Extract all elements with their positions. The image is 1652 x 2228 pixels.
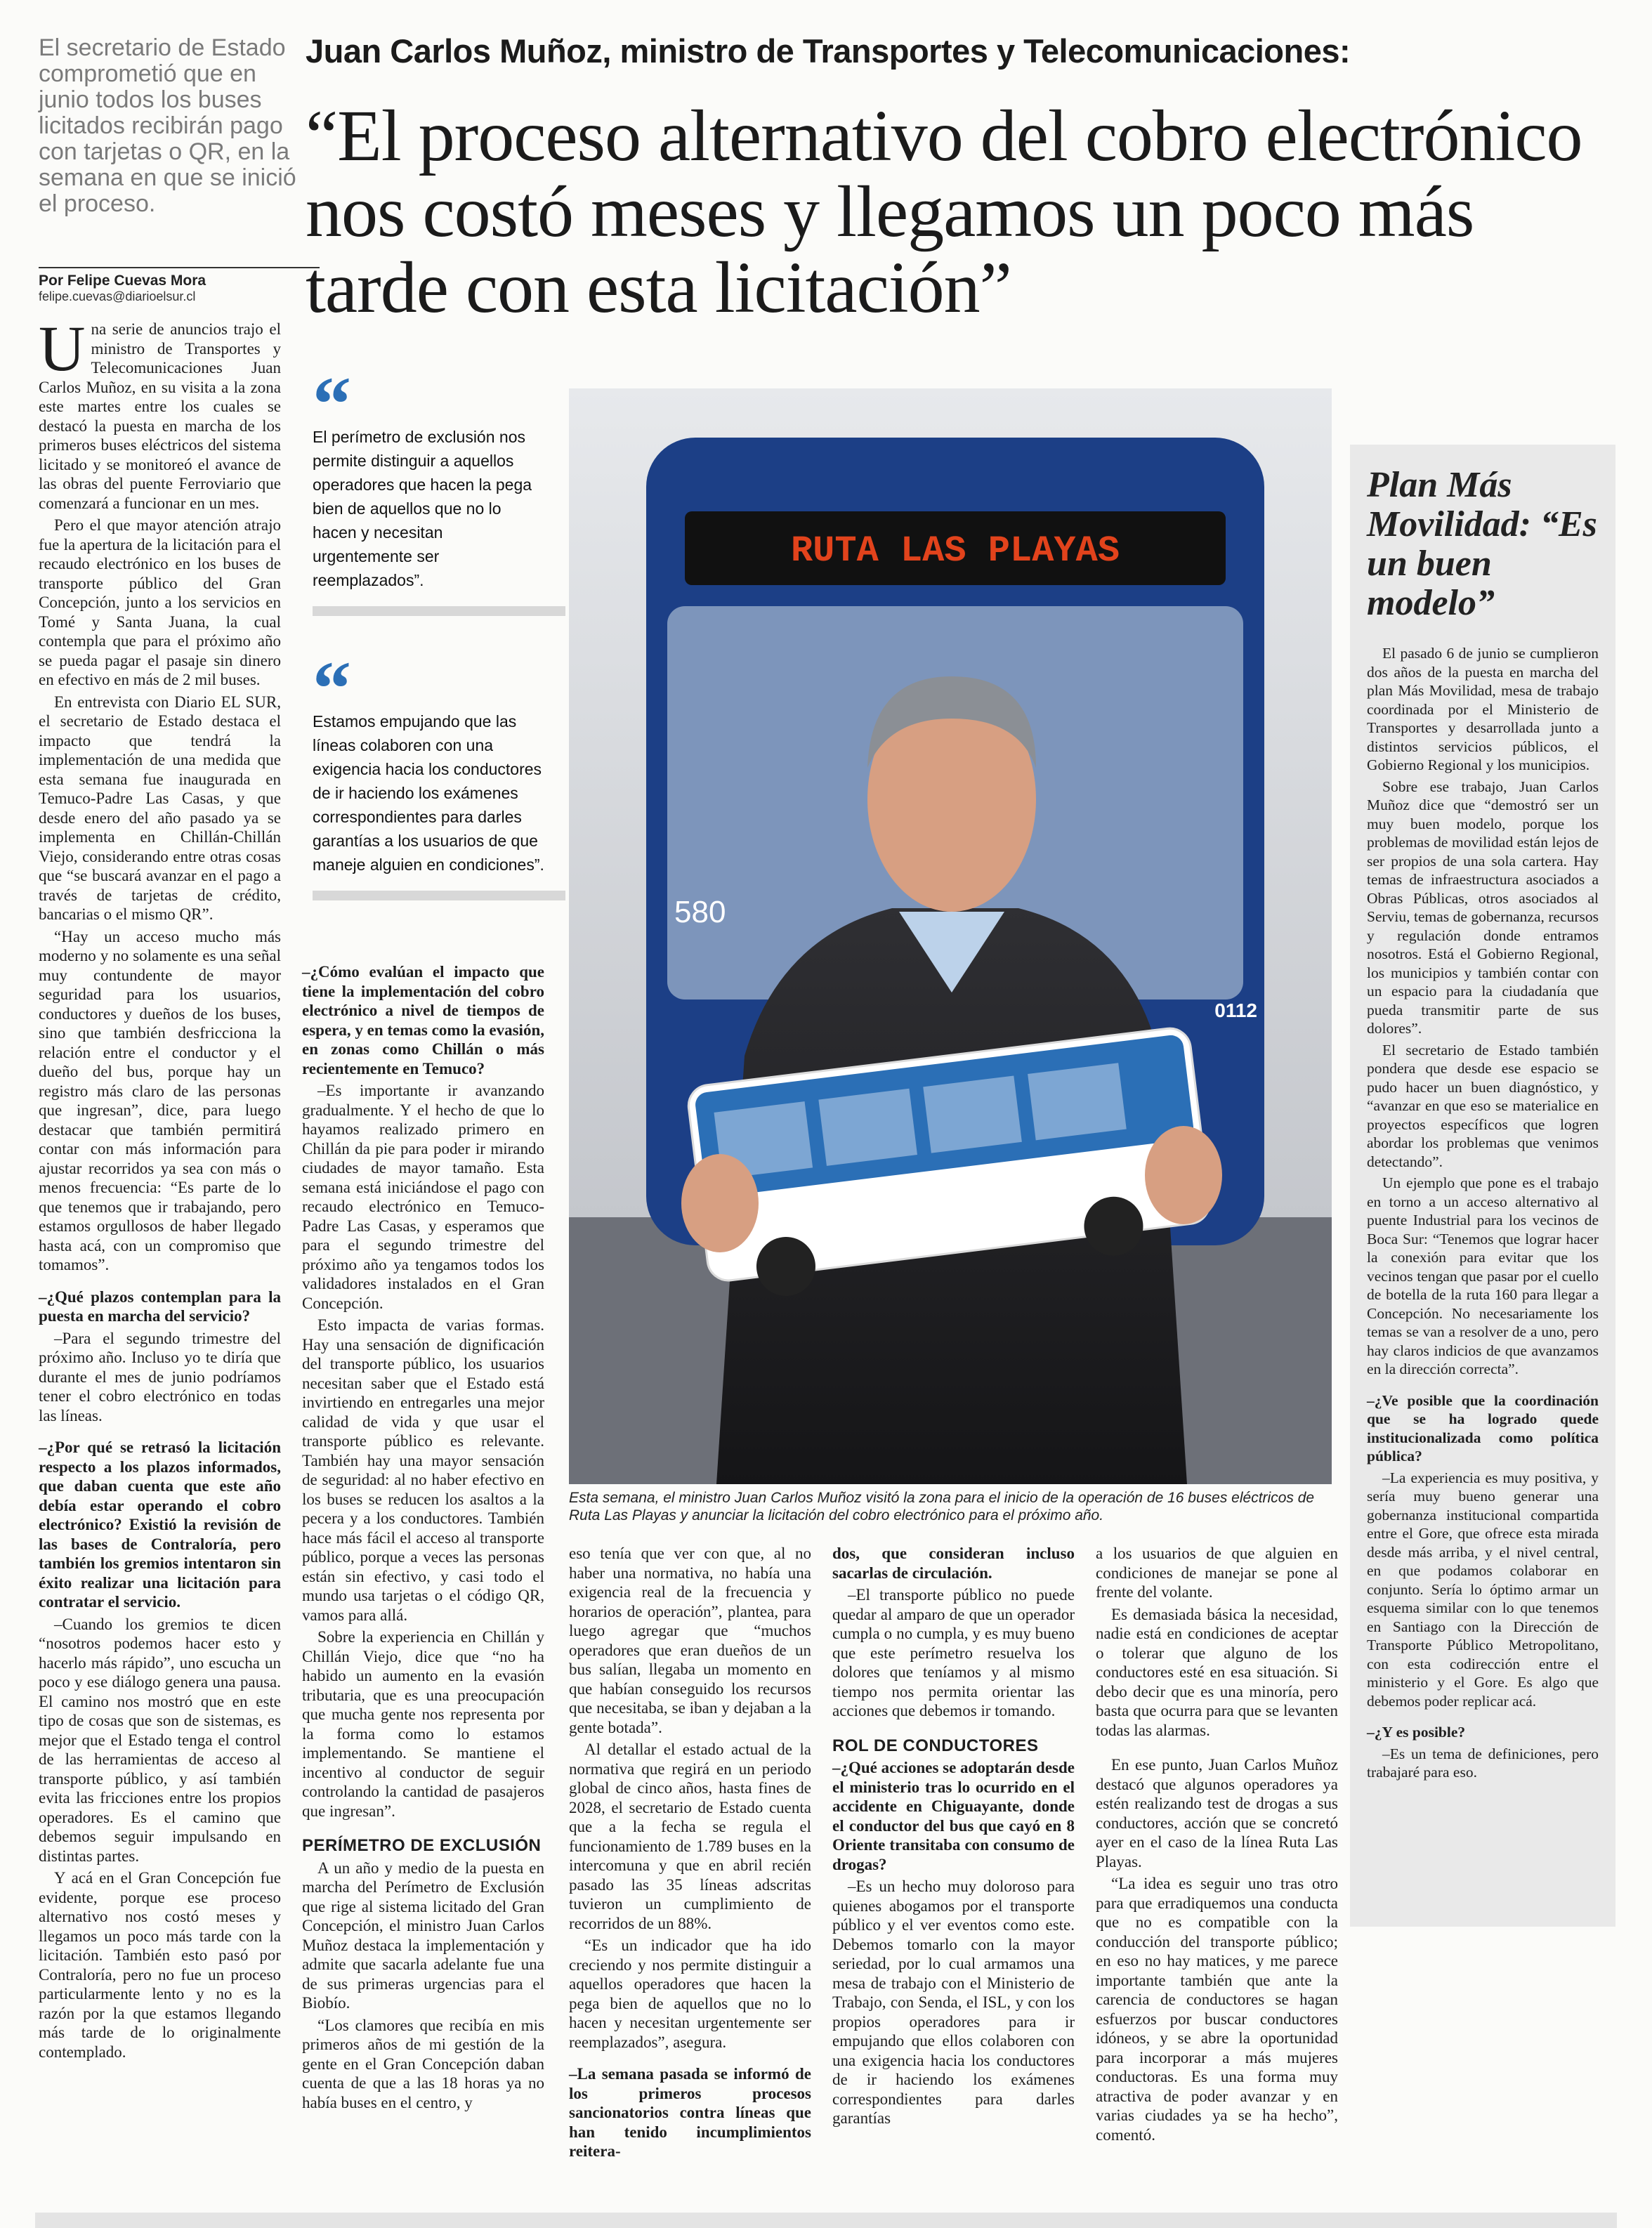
drop-cap: U — [39, 313, 86, 384]
interview-answer: –El transporte público no puede quedar al amparo de que un operador cumpla o no cumpla, y es muy bueno que este perímetro resuelva los dolores que teníamos y al mismo tiempo nos permita orientar las acciones que debemos ir tomando. — [832, 1586, 1075, 1719]
bus-route-number: 580 — [674, 895, 726, 929]
divider — [313, 891, 565, 900]
paragraph: “Los clamores que recibía en mis primeros años de mi gestión de la gente en el Gran Concepción daban cuenta de que a las 18 horas ya no había buses en el centro, y — [302, 2016, 544, 2111]
lead-paragraph: Una serie de anuncios trajo el ministro de Transportes y Telecomunicaciones Juan Carlos Muñoz, en su visita a la zona este martes entre los cuales se destacó la puesta en marcha de los primeros buses eléctricos del sistema licitado y se monitoreó el avance de las obras del puente Ferroviario que comenzará a funcionar en un mes. — [39, 313, 281, 512]
interview-answer: –Es importante ir avanzando gradualmente. Y el hecho de que lo hayamos realizado primero en Chillán da pie para poder ir mirando ciudades de mayor tamaño. Esta semana está iniciándose el pago con recaudo electrónico en Temuco-Padre Las Casas, y esperamos que para el segundo trimestre del próximo año ya tengamos todos los validadores instalados en el Gran Concepción. — [302, 1082, 544, 1312]
interview-answer: –Es un tema de definiciones, pero trabajaré para eso. — [1367, 1745, 1599, 1781]
paragraph: a los usuarios de que alguien en condiciones de manejar se pone al frente del volante. — [1096, 1545, 1338, 1601]
headline: “El proceso alternativo del cobro electrónico nos costó meses y llegamos un poco más tarde con esta licitación” — [306, 96, 1582, 328]
section-subheading: ROL DE CONDUCTORES — [832, 1736, 1039, 1755]
interview-answer: –Cuando los gremios te dicen “nosotros podemos hacer esto y hacerlo más rápido”, uno escucha un poco y ese diálogo genera una pausa. El camino nos mostró que en este tipo de cosas que son de sistemas, es mejor que el Estado tenga el control de las herramientas de acceso al transporte público, y así también evita las fricciones entre los propios operadores. Es el camino que debemos seguir impulsando en distintas partes. — [39, 1615, 281, 1865]
interview-question: –La semana pasada se informó de los primeros procesos sancionatorios contra líneas que han tenido incumplimientos reitera- — [569, 2065, 811, 2160]
pull-quote-text: El perímetro de exclusión nos permite distinguir a aquellos operadores que hacen la pega bien de aquellos que no lo hacen y necesitan urgentemente ser reemplazados”. — [313, 428, 532, 589]
sidebar-body — [1367, 644, 1599, 1782]
interview-question: –¿Cómo evalúan el impacto que tiene la implementación del cobro electrónico a nivel de tiempos de espera, y en temas como la evasión, en zonas como Chillán o más recientemente en Temuco? — [302, 963, 544, 1077]
article-column-1 — [39, 313, 281, 2064]
article-column-4 — [832, 1544, 1075, 2131]
paragraph: Pero el que mayor atención atrajo fue la apertura de la licitación para el recaudo electrónico en los buses de transporte público del Gran Concepción, junto a los servicios en Tomé y Santa Juana, la cual contempla que para el próximo año se pueda pagar el pasaje sin dinero en efectivo en más de 2 mil buses. — [39, 516, 281, 688]
article-column-3 — [569, 1544, 811, 2164]
paragraph: El secretario de Estado también pondera que desde ese espacio se pudo hacer un buen diagnóstico, y “avanzar en que eso se materialice en proyectos específicos que logren abordar los problemas que venimos detectando”. — [1367, 1041, 1599, 1170]
quote-mark-icon: “ — [313, 361, 351, 447]
photo-caption: Esta semana, el ministro Juan Carlos Muñoz visitó la zona para el inicio de la operación de 16 buses eléctricos de Ruta Las Playas y anunciar la licitación del cobro electrónico para el próximo año. — [569, 1490, 1315, 1523]
article-column-2 — [302, 962, 544, 2115]
pull-quote-1 — [313, 361, 544, 616]
main-photo — [569, 388, 1332, 1484]
bus-sign-text: RUTA LAS PLAYAS — [790, 530, 1120, 572]
interview-answer: –Para el segundo trimestre del próximo año. Incluso yo te diría que durante el mes de junio podríamos tener el cobro electrónico en todas las líneas. — [39, 1329, 281, 1424]
paragraph: Un ejemplo que pone es el trabajo en torno a un acceso alternativo al puente Industrial para los vecinos de Boca Sur: “Tenemos que lograr hacer la conexión para evitar que los vecinos tengan que pasar por el cuello de botella de la ruta 160 para llegar a Concepción. No necesariamente los temas se van a resolver de a uno, pero hay claros indicios de que avanzamos en la dirección correcta”. — [1367, 1174, 1599, 1377]
paragraph: “Es un indicador que ha ido creciendo y nos permite distinguir a aquellos operadores que hacen la pega bien de aquellos que no lo hacen y necesitan urgentemente ser reemplazados”, asegura. — [569, 1937, 811, 2051]
pull-quote-text: Estamos empujando que las líneas colaboren con una exigencia hacia los conductores de ir haciendo los exámenes correspondientes para darles garantías a los usuarios de que maneje alguien en condiciones”. — [313, 712, 544, 874]
quote-mark-icon: “ — [313, 646, 351, 731]
interview-question: –¿Qué acciones se adoptarán desde el ministerio tras lo ocurrido en el accidente en Chiguayante, donde el conductor del bus que cayó en 8 Oriente transitaba con consumo de drogas? — [832, 1759, 1075, 1873]
paragraph: Sobre ese trabajo, Juan Carlos Muñoz dice que “demostró ser un muy buen modelo, porque los problemas de movilidad están lejos de ser propios de una sola cartera. Hay temas de infraestructura asociados a Obras Públicas, otros asociados al Serviu, temas de gobernanza, recursos y regulación donde entramos nosotros. Está el Gobierno Regional, los municipios y también contar con un espacio para la ciudadanía que pueda transmitir parte de sus dolores”. — [1367, 778, 1599, 1037]
interview-question: dos, que consideran incluso sacarlas de circulación. — [832, 1545, 1075, 1582]
paragraph: Es demasiada básica la necesidad, nadie está en condiciones de aceptar o tolerar que alguno de los conductores esté en esa situación. Si debo decir que es una minoría, pero basta que ocurra para que se levanten todas las alarmas. — [1096, 1605, 1338, 1739]
interview-answer: –La experiencia es muy positiva, y sería muy bueno generar una gobernanza institucional compartida entre el Gore, que ofrece esta mirada desde más arriba, y el nivel central, en que podamos colaborar en conjunto. Sería lo óptimo armar un esquema similar con lo que tenemos en Santiago con la Dirección de Transporte Público Metropolitano, con esta codirección entre el ministerio y el Gore. Es algo que debemos poder replicar acá. — [1367, 1469, 1599, 1710]
footer-strip — [35, 2213, 1617, 2228]
overline: Juan Carlos Muñoz, ministro de Transportes y Telecomunicaciones: — [306, 32, 1351, 70]
sidebar-title: Plan Más Movilidad: “Es un buen modelo” — [1367, 465, 1597, 623]
byline: Por Felipe Cuevas Mora — [39, 267, 320, 289]
kicker-summary: El secretario de Estado comprometió que en junio todos los buses licitados recibirán pago con tarjetas o QR, en la semana en que se inició el proceso. — [39, 34, 296, 217]
paragraph: El pasado 6 de junio se cumplieron dos años de la puesta en marcha del plan Más Movilidad, mesa de trabajo coordinada por el Ministerio de Transportes y desarrollada junto a distintos servicios públicos, el Gobierno Regional y los municipios. — [1367, 645, 1599, 773]
article-column-5 — [1096, 1544, 1338, 2147]
paragraph: Esto impacta de varias formas. Hay una sensación de dignificación del transporte público, los usuarios necesitan saber que el Estado está invirtiendo en entregarles una mejor calidad de vida y que usar el transporte público es relevante. También hay una mayor sensación de seguridad: al no haber efectivo en los buses se reducen los asaltos a la pecera y a los conductores. También hace más fácil el acceso al transporte público, porque a veces las personas están sin efectivo, y casi todo el mundo usa tarjetas o el código QR, vamos para allá. — [302, 1316, 544, 1624]
pull-quote-2 — [313, 646, 544, 900]
paragraph: En entrevista con Diario EL SUR, el secretario de Estado destaca el impacto que tendrá la implementación de una medida que esta semana fue inaugurada en Temuco-Padre Las Casas, y que desde enero del año pasado ya se implementa en Chillán-Chillán Viejo, considerando entre otras cosas que “se buscará avanzar en el pago a través de tarjetas de crédito, bancarias o el mismo QR”. — [39, 693, 281, 923]
interview-question: –¿Qué plazos contemplan para la puesta en marcha del servicio? — [39, 1287, 281, 1325]
paragraph: eso tenía que ver con que, al no haber una normativa, no había una exigencia real de la frecuencia y horarios de operación”, plantea, para luego agregar que “muchos operadores que eran dueños de un bus salían, llegaba un momento en que habían conseguido los recursos que necesitaba, se iban y dejaban a la gente botada”. — [569, 1545, 811, 1736]
paragraph: “Hay un acceso mucho más moderno y no solamente es una señal muy contundente de mayor seguridad para los usuarios, conductores y dueños de los buses, sino que también desfricciona la relación entre el conductor y el dueño del bus, porque hay un registro más claro de las personas que ingresan”, dice, para luego destacar que también permitirá contar con más información para ajustar recorridos ya sea con más o menos frecuencia: “Es parte de lo que tenemos que ir trabajando, pero estamos orgullosos de haber llegado hasta acá, con un compromiso que tomamos”. — [39, 927, 281, 1273]
paragraph: Sobre la experiencia en Chillán y Chillán Viejo, dice que “no ha habido un aumento en la evasión tributaria, que es una preocupación que mucha gente nos representa por la forma como lo estamos implementando. Se mantiene el incentivo al conductor de seguir controlando la cantidad de pasajeros que ingresan”. — [302, 1628, 544, 1820]
interview-question: –¿Y es posible? — [1367, 1724, 1466, 1741]
paragraph: Al detallar el estado actual de la normativa que regirá en un periodo global de cinco años, hasta fines de 2028, el secretario de Estado cuenta que a la fecha se regula el funcionamiento de 1.789 buses en la intercomuna y que en abril recién pasado las 35 líneas adscritas tuvieron un cumplimiento de recorridos de un 88%. — [569, 1741, 811, 1932]
interview-question: –¿Ve posible que la coordinación que se ha logrado quede institucionalizada como política pública? — [1367, 1391, 1599, 1464]
photo-illustration — [569, 388, 1332, 1484]
paragraph: En ese punto, Juan Carlos Muñoz destacó que algunos operadores ya estén realizando test de drogas a sus conductores, acción que se concretó ayer en el caso de la línea Ruta Las Playas. — [1096, 1756, 1338, 1870]
interview-question: –¿Por qué se retrasó la licitación respecto a los plazos informados, que daban cuenta que este año debía estar operando el cobro electrónico? Existió la revisión de las bases de Contraloría, pero también los gremios intentaron sin éxito realizar una licitación para contratar el servicio. — [39, 1439, 281, 1611]
paragraph: Y acá en el Gran Concepción fue evidente, porque ese proceso alternativo nos costó meses y llegamos un poco más tarde con la licitación. También esto pasó por Contraloría, pero no fue un proceso particularmente lento y no es la razón por la que estamos llegando más tarde de lo originalmente contemplado. — [39, 1869, 281, 2061]
paragraph: “La idea es seguir uno tras otro para que erradiquemos una conducta que no es compatible con la conducción del transporte público; en eso no hay matices, y me parece importante también que ante la carencia de conductores se hagan esfuerzos por buscar conductores idóneos, y se abre la oportunidad para incorporar a más mujeres conductoras. Es una forma muy atractiva de poder avanzar y en varias ciudades ya se ha hecho”, comentó. — [1096, 1875, 1338, 2144]
bus-fleet-number: 0112 — [1214, 1000, 1257, 1021]
divider — [313, 606, 565, 616]
interview-answer: –Es un hecho muy doloroso para quienes abogamos por el transporte público y el ver eventos como este. Debemos tomarlo con la mayor seriedad, por lo cual armamos una mesa de trabajo con el Ministerio de Trabajo, con Senda, el ISL, y con los propios operadores para ir empujando que ellos colaboren con una exigencia hacia los conductores de ir haciendo los exámenes correspondientes para darles garantías — [832, 1878, 1075, 2127]
sidebar-box — [1350, 445, 1615, 1927]
section-subheading: PERÍMETRO DE EXCLUSIÓN — [302, 1836, 542, 1855]
author-email[interactable]: felipe.cuevas@diarioelsur.cl — [39, 289, 196, 303]
paragraph: A un año y medio de la puesta en marcha del Perímetro de Exclusión que rige al sistema licitado del Gran Concepción, el ministro Juan Carlos Muñoz destaca la implementación y admite que sacarla adelante fue una de sus primeras urgencias para el Biobío. — [302, 1859, 544, 2012]
